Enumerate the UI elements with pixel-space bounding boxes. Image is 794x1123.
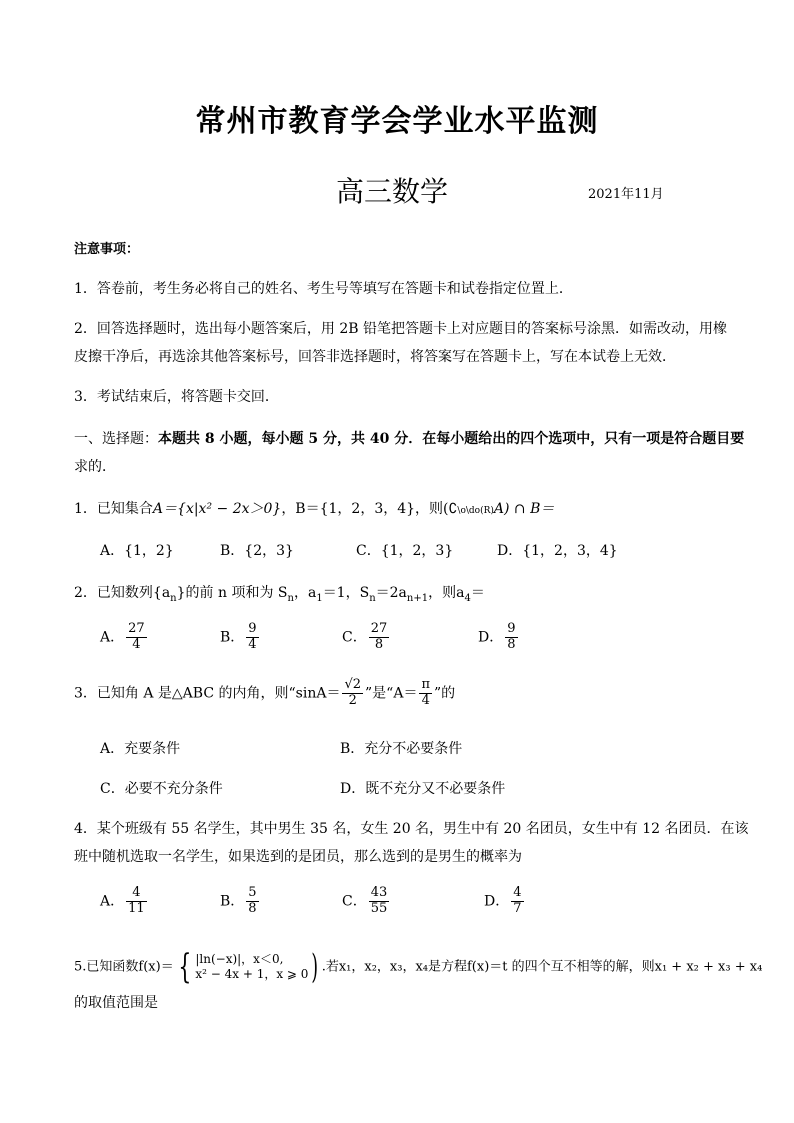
q3-fraction-1	[342, 678, 363, 709]
q1-set-b: ，B＝{1，2，3，4}，则	[281, 501, 444, 517]
q2-option-c-fraction	[369, 622, 390, 653]
q2-option-a	[100, 622, 149, 653]
q4-option-d-fraction	[511, 886, 523, 917]
fraction-numerator: 27	[370, 621, 388, 636]
q1-prefix: 1．已知集合	[74, 501, 153, 517]
q2-s3: }的前 n 项和为 S	[176, 585, 288, 601]
q2-s13: ＝	[470, 585, 485, 601]
q2-option-a-fraction	[126, 622, 147, 653]
fraction-denominator: 11	[128, 900, 145, 916]
q2-option-a-label: A．	[100, 629, 125, 646]
section-heading-line-1	[74, 428, 744, 448]
q2-s8: n	[369, 592, 376, 604]
q2-s7: ＝1，S	[322, 585, 370, 601]
q1-option-a: A．{1，2}	[100, 543, 174, 559]
q2-option-c	[342, 622, 391, 653]
question-5-stem	[74, 947, 763, 987]
q3-s3: ”的	[434, 685, 456, 702]
notice-item-2-line-2: 皮擦干净后，再选涂其他答案标号，回答非选择题时，将答案写在答题卡上，写在本试卷上无效．	[74, 349, 676, 365]
notice-heading: 注意事项：	[74, 242, 140, 257]
notice-item-3: 3．考试结束后，将答题卡交回．	[74, 389, 279, 405]
notice-item-2-line-1: 2．回答选择题时，选出每小题答案后，用 2B 铅笔把答题卡上对应题目的答案标号涂黑．如需改动，用橡	[74, 321, 728, 337]
exam-date: 2021年11月	[588, 187, 664, 202]
q2-option-d-label: D．	[478, 629, 504, 646]
q1-expr: (∁	[443, 501, 458, 517]
question-4-line-1: 4．某个班级有 55 名学生，其中男生 35 名，女生 20 名，男生中有 20 名团员，女生中有 12 名团员．在该	[74, 821, 749, 837]
fraction-denominator: 7	[513, 900, 522, 916]
q1-option-b: B．{2，3}	[220, 543, 294, 559]
q1-set-a: A＝{x|x² − 2x＞0}	[152, 501, 282, 517]
q1-expr-2: A) ∩ B＝	[493, 501, 555, 517]
q4-option-d-label: D．	[484, 893, 510, 910]
question-2-stem	[74, 582, 485, 604]
q4-option-b-label: B．	[220, 893, 245, 910]
question-3-stem	[74, 678, 455, 709]
q3-s2: ”是“A＝	[365, 685, 418, 702]
q5-suffix: .若x₁，x₂，x₃，x₄是方程f(x)＝t 的四个互不相等的解，则x₁ + x₂ + x₃ + x₄	[321, 959, 763, 975]
q4-option-a	[100, 886, 149, 917]
fraction-denominator: 8	[507, 636, 516, 652]
fraction-denominator: 4	[132, 636, 141, 652]
fraction-numerator: 43	[370, 885, 388, 900]
q1-option-d: D．{1，2，3，4}	[497, 543, 618, 559]
question-1-stem	[74, 498, 554, 518]
q5-case-2: x² − 4x + 1，x ⩾ 0	[195, 967, 309, 981]
fraction-denominator: 8	[248, 900, 257, 916]
notice-item-1: 1．答卷前，考生务必将自己的姓名、考生号等填写在答题卡和试卷指定位置上．	[74, 281, 573, 297]
fraction-denominator: 2	[348, 692, 357, 708]
q4-option-d	[484, 886, 526, 917]
q4-option-a-fraction	[126, 886, 147, 917]
q3-s1: 3．已知角 A 是△ABC 的内角，则“sinA＝	[74, 685, 341, 702]
q5-brace: {	[178, 947, 192, 987]
q1-option-c: C．{1，2，3}	[356, 543, 454, 559]
q5-rparen: )	[311, 947, 319, 987]
q4-option-b-fraction	[246, 886, 258, 917]
q2-s1: 2．已知数列{a	[74, 585, 171, 601]
fraction-denominator: 4	[421, 692, 430, 708]
q2-s10: n+1	[406, 592, 429, 604]
q3-fraction-2	[419, 678, 432, 709]
exam-subject: 高三数学	[336, 175, 449, 208]
q4-option-c	[342, 886, 391, 917]
question-4-line-2: 班中随机选取一名学生，如果选到的是团员，那么选到的是男生的概率为	[74, 849, 522, 865]
fraction-denominator: 55	[370, 900, 388, 916]
q2-s11: ，则a	[428, 585, 465, 601]
fraction-numerator: 9	[248, 621, 257, 636]
fraction-numerator: 4	[513, 885, 522, 900]
section-heading-line-2: 求的．	[74, 459, 116, 475]
q3-option-d: D．既不充分又不必要条件	[340, 781, 506, 797]
q2-option-c-label: C．	[342, 629, 367, 646]
q2-s5: ，a	[293, 585, 317, 601]
q2-s9: ＝2a	[375, 585, 407, 601]
q3-option-c: C．必要不充分条件	[100, 781, 223, 797]
exam-title: 常州市教育学会学业水平监测	[195, 104, 599, 139]
q3-option-a: A．充要条件	[100, 741, 181, 757]
q5-cases	[195, 952, 308, 982]
fraction-denominator: 4	[248, 636, 257, 652]
q5-case-1: |ln(−x)|，x＜0,	[195, 952, 284, 966]
fraction-numerator: π	[421, 677, 430, 692]
section-description: 本题共 8 小题，每小题 5 分，共 40 分．在每小题给出的四个选项中，只有一项是符合题目要	[158, 431, 745, 447]
q4-option-b	[220, 886, 261, 917]
question-5-line-2: 的取值范围是	[74, 995, 158, 1011]
fraction-numerator: 27	[128, 621, 145, 636]
fraction-numerator: 9	[507, 621, 516, 636]
q2-option-b	[220, 622, 261, 653]
q2-option-d-fraction	[505, 622, 517, 653]
q2-s2: n	[170, 592, 177, 604]
q2-option-d	[478, 622, 520, 653]
q5-prefix: 5.已知函数f(x)＝	[74, 959, 174, 975]
fraction-denominator: 8	[374, 636, 384, 652]
q4-option-a-label: A．	[100, 893, 125, 910]
q3-option-b: B．充分不必要条件	[340, 741, 463, 757]
q2-option-b-label: B．	[220, 629, 245, 646]
q4-option-c-fraction	[369, 886, 390, 917]
q2-s12: 4	[464, 592, 471, 604]
q2-option-b-fraction	[246, 622, 258, 653]
fraction-numerator: √2	[344, 677, 362, 692]
q2-s6: 1	[316, 592, 323, 604]
q4-option-c-label: C．	[342, 893, 367, 910]
q1-artifact: \o\do(R)	[457, 506, 494, 516]
section-heading: 一、选择题：	[74, 431, 158, 447]
fraction-numerator: 4	[126, 886, 147, 902]
q2-s4: n	[287, 592, 294, 604]
fraction-numerator: 5	[248, 885, 257, 900]
